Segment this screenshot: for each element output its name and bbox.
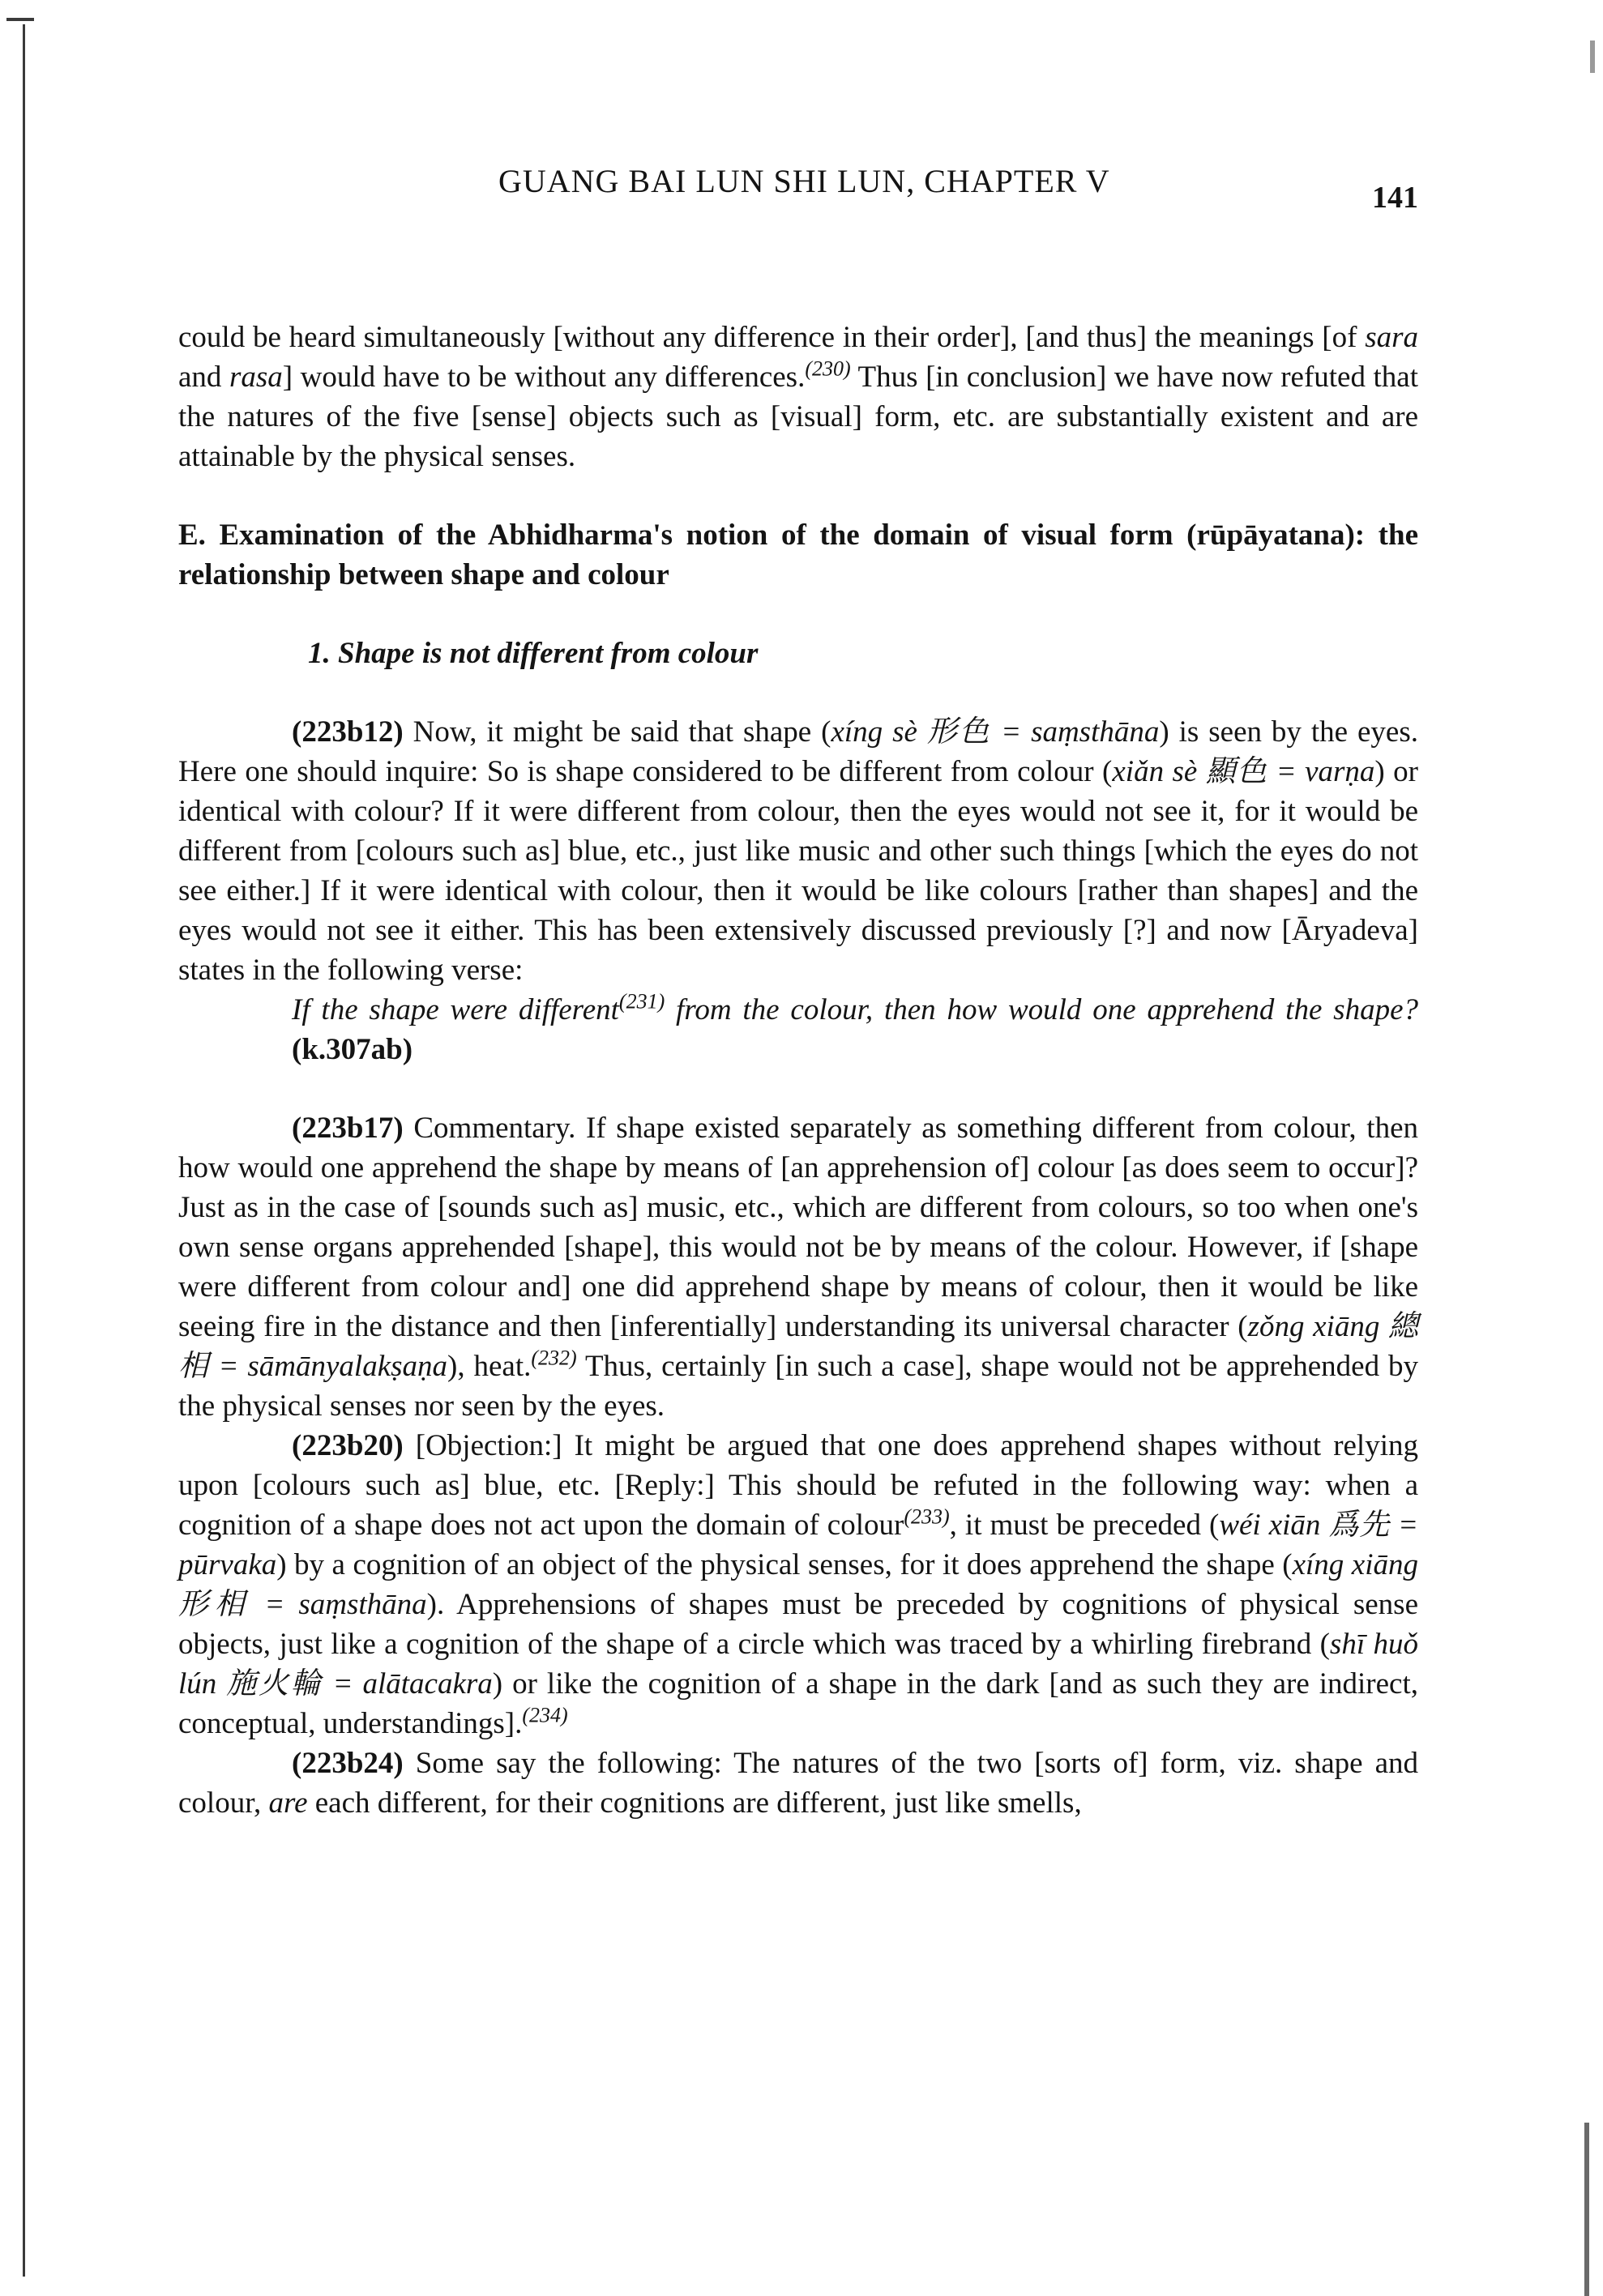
page-edge-right: [1584, 2123, 1589, 2296]
ref-223b24: (223b24): [292, 1747, 404, 1780]
running-title: GUANG BAI LUN SHI LUN, CHAPTER V: [498, 163, 1110, 199]
ref-223b12: (223b12): [292, 715, 404, 749]
page-edge-mark: [6, 18, 34, 21]
ref-223b20: (223b20): [292, 1429, 404, 1462]
paragraph-223b20: (223b20) [Objection:] It might be argued that one does apprehend shapes without relying upon [colours such as] blue, etc. [Reply:] This should be refuted in the following way: when a cognition of a shape does not act upon the domain of colour$^{(233)}$, it must be preceded (wéi xiān 爲先 = pūrvaka) by a cognition of an object of the physical senses, for it does apprehend the shape (xíng xiāng 形相 = saṃsthāna). Apprehensions of shapes must be preceded by cognitions of physical sense objects, just like a cognition of the shape of a circle which was traced by a whirling firebrand (shī huǒ lún 施火輪 = alātacakra) or like the cognition of a shape in the dark [and as such they are indirect, conceptual, understandings].$^{(234)}$: [178, 1429, 1419, 1740]
term-varna: xiǎn sè 顯色 = varṇa: [1112, 755, 1375, 788]
page-speck: [1590, 41, 1595, 73]
term-samsthana-2: xíng xiāng 形相 = saṃsthāna: [178, 1548, 1418, 1621]
footnote-ref-234: (234): [522, 1703, 568, 1727]
page-edge-left: [23, 24, 25, 2277]
ref-223b17: (223b17): [292, 1112, 404, 1145]
page-number: 141: [1372, 181, 1418, 215]
section-heading-e: E. Examination of the Abhidharma's notion of the domain of visual form (rūpāyatana): the relationship between shape and colour: [178, 519, 1418, 591]
footnote-ref-230: (230): [805, 356, 851, 381]
paragraph-223b17: (223b17) Commentary. If shape existed separately as something different from colour, then how would one apprehend the shape by means of [an apprehension of] colour [as does seem to occur]? Just as in the case of [sounds such as] music, etc., which are different from colours, so too when one's own sense organs apprehended [shape], this would not be by means of the colour. However, if [shape were different from colour and] one did apprehend shape by means of colour, then it would be like seeing fire in the distance and then [inferentially] understanding its universal character (zǒng xiāng 總相 = sāmānyalakṣaṇa), heat.$^{(232)}$ Thus, certainly [in such a case], shape would not be apprehended by the physical senses nor seen by the eyes.: [178, 1112, 1418, 1423]
running-head: [0, 162, 1603, 215]
emphasis-are: are: [268, 1786, 308, 1820]
term-rasa: rasa: [229, 361, 283, 394]
paragraph-223b24: (223b24) Some say the following: The natures of the two [sorts of] form, viz. shape and colour, are each different, for their cognitions are different, just like smells,: [178, 1747, 1418, 1820]
paragraph-223b12: (223b12) Now, it might be said that shape (xíng sè 形色 = saṃsthāna) is seen by the eyes. Here one should inquire: So is shape considered to be different from colour (xiǎn sè 顯色 = varṇa) or identical with colour? If it were different from colour, then the eyes would not see it, for it would be different from [colours such as] blue, etc., just like music and other such things [which the eyes do not see either.] If it were identical with colour, then it would be like colours [rather than shapes] and the eyes would not see it either. This has been extensively discussed previously [?] and now [Āryadeva] states in the following verse:: [178, 715, 1418, 987]
ref-k307ab: (k.307ab): [292, 1033, 413, 1066]
page-body: [178, 318, 1418, 1823]
verse-k307ab: If the shape were different$^{(231)}$ from the colour, then how would one apprehend the shape? (k.307ab): [292, 989, 1418, 1066]
footnote-ref-233: (233): [904, 1504, 950, 1529]
term-purvaka: wéi xiān 爲先 = pūrvaka: [178, 1509, 1418, 1581]
term-alatacakra: shī huǒ lún 施火輪 = alātacakra: [178, 1628, 1418, 1701]
footnote-ref-232: (232): [531, 1346, 577, 1370]
footnote-ref-231: (231): [618, 989, 665, 1014]
term-sara: sara: [1365, 321, 1418, 354]
paragraph-continuation: could be heard simultaneously [without any difference in their order], [and thus] the meanings [of sara and rasa] would have to be without any differences.$^{(230)}$ Thus [in conclusion] we have now refuted that the natures of the five [sense] objects such as [visual] form, etc. are substantially existent and are attainable by the physical senses.: [178, 321, 1418, 473]
subsection-heading-1: 1. Shape is not different from colour: [308, 637, 759, 670]
term-samsthana: xíng sè 形色 = saṃsthāna: [831, 715, 1160, 749]
term-samanyalaksana: zǒng xiāng 總相 = sāmānyalakṣaṇa: [178, 1310, 1418, 1383]
